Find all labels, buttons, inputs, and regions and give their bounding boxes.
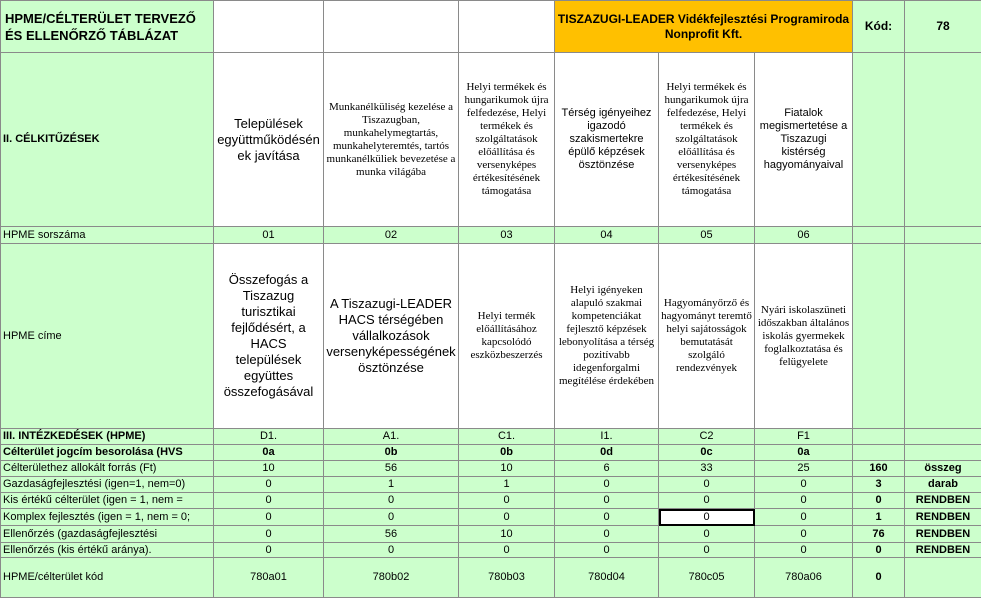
check-economic-cell[interactable]: 0 — [755, 526, 853, 543]
small-value-cell[interactable]: 0 — [755, 493, 853, 509]
measure-cell[interactable]: C2 — [659, 429, 755, 445]
code-cell[interactable]: 780d04 — [555, 558, 659, 598]
row-label-legal-basis[interactable]: Célterület jogcím besorolása (HVS — [1, 445, 214, 461]
complex-cell[interactable]: 0 — [459, 509, 555, 526]
row-label-check-economic[interactable]: Ellenőrzés (gazdaságfejlesztési — [1, 526, 214, 543]
objective-cell[interactable]: Települések együttműködésén ek javítása — [214, 53, 324, 227]
measure-cell[interactable]: I1. — [555, 429, 659, 445]
code-cell[interactable]: 780c05 — [659, 558, 755, 598]
check-small-note[interactable]: RENDBEN — [905, 543, 981, 558]
header-row — [1, 1, 981, 53]
code-value[interactable]: 78 — [905, 1, 981, 53]
funding-note[interactable]: összeg — [905, 461, 981, 477]
complex-cell[interactable]: 0 — [214, 509, 324, 526]
check-small-cell[interactable]: 0 — [459, 543, 555, 558]
serial-cell[interactable]: 03 — [459, 227, 555, 244]
check-small-cell[interactable]: 0 — [755, 543, 853, 558]
table-title[interactable]: HPME/CÉLTERÜLET TERVEZŐ ÉS ELLENŐRZŐ TÁBLÁZAT — [1, 1, 214, 53]
objective-cell[interactable]: Térség igényeihez igazodó szakismertekre épülő képzések ösztönzése — [555, 53, 659, 227]
cell-empty[interactable] — [905, 227, 981, 244]
row-label-complex[interactable]: Komplex fejlesztés (igen = 1, nem = 0; — [1, 509, 214, 526]
code-cell[interactable]: 780a06 — [755, 558, 853, 598]
code-cell[interactable]: 780a01 — [214, 558, 324, 598]
cell-empty[interactable] — [905, 244, 981, 429]
cell-empty[interactable] — [459, 1, 555, 53]
objective-cell[interactable]: Helyi termékek és hungarikumok újra felfedezése, Helyi termékek és szolgáltatások előállítása és versenyképes értékesítésének támogatása — [459, 53, 555, 227]
check-economic-row — [1, 526, 981, 543]
code-row — [1, 558, 981, 598]
serial-cell[interactable]: 02 — [324, 227, 459, 244]
check-economic-total[interactable]: 76 — [853, 526, 905, 543]
economic-cell[interactable]: 0 — [214, 477, 324, 493]
measure-cell[interactable]: F1 — [755, 429, 853, 445]
complex-total[interactable]: 1 — [853, 509, 905, 526]
row-label-economic[interactable]: Gazdaságfejlesztési (igen=1, nem=0) — [1, 477, 214, 493]
cell-empty[interactable] — [853, 53, 905, 227]
code-cell[interactable]: 780b03 — [459, 558, 555, 598]
economic-cell[interactable]: 0 — [555, 477, 659, 493]
objective-cell[interactable]: Fiatalok megismertetése a Tiszazugi kistérség hagyományaival — [755, 53, 853, 227]
check-economic-cell[interactable]: 56 — [324, 526, 459, 543]
row-label-measures[interactable]: III. INTÉZKEDÉSEK (HPME) — [1, 429, 214, 445]
cell-empty[interactable] — [905, 445, 981, 461]
check-economic-cell[interactable]: 0 — [555, 526, 659, 543]
measure-cell[interactable]: D1. — [214, 429, 324, 445]
row-label-funding[interactable]: Célterülethez allokált forrás (Ft) — [1, 461, 214, 477]
economic-row — [1, 477, 981, 493]
organization-name[interactable]: TISZAZUGI-LEADER Vidékfejlesztési Programiroda Nonprofit Kft. — [555, 1, 853, 53]
small-value-cell[interactable]: 0 — [459, 493, 555, 509]
funding-cell[interactable]: 10 — [459, 461, 555, 477]
objective-cell[interactable]: Helyi termékek és hungarikumok újra felfedezése, Helyi termékek és szolgáltatások előállítása és versenyképes értékesítésének támogatása — [659, 53, 755, 227]
cell-empty[interactable] — [853, 445, 905, 461]
funding-cell[interactable]: 33 — [659, 461, 755, 477]
legal-basis-row — [1, 445, 981, 461]
title-cell[interactable]: Nyári iskolaszüneti időszakban általános iskolás gyermekek foglalkoztatása és felügyelete — [755, 244, 853, 429]
cell-empty[interactable] — [853, 429, 905, 445]
title-row — [1, 244, 981, 429]
legal-basis-cell[interactable]: 0b — [324, 445, 459, 461]
complex-cell[interactable]: 0 — [555, 509, 659, 526]
complex-row — [1, 509, 981, 526]
cell-empty[interactable] — [853, 244, 905, 429]
check-small-cell[interactable]: 0 — [324, 543, 459, 558]
funding-cell[interactable]: 25 — [755, 461, 853, 477]
legal-basis-cell[interactable]: 0b — [459, 445, 555, 461]
funding-cell[interactable]: 6 — [555, 461, 659, 477]
serial-cell[interactable]: 05 — [659, 227, 755, 244]
cell-empty[interactable] — [324, 1, 459, 53]
economic-cell[interactable]: 1 — [459, 477, 555, 493]
complex-note[interactable]: RENDBEN — [905, 509, 981, 526]
title-cell[interactable]: Összefogás a Tiszazug turisztikai fejlődésért, a HACS települések együttes összefogásával — [214, 244, 324, 429]
economic-cell[interactable]: 0 — [755, 477, 853, 493]
title-cell[interactable]: A Tiszazugi-LEADER HACS térségében vállalkozások versenyképességének ösztönzése — [324, 244, 459, 429]
row-label-serial[interactable]: HPME sorszáma — [1, 227, 214, 244]
legal-basis-cell[interactable]: 0a — [755, 445, 853, 461]
code-total[interactable]: 0 — [853, 558, 905, 598]
check-small-cell[interactable]: 0 — [555, 543, 659, 558]
funding-cell[interactable]: 10 — [214, 461, 324, 477]
code-label[interactable]: Kód: — [853, 1, 905, 53]
row-label-code[interactable]: HPME/célterület kód — [1, 558, 214, 598]
small-value-row — [1, 493, 981, 509]
complex-cell[interactable]: 0 — [755, 509, 853, 526]
code-cell[interactable]: 780b02 — [324, 558, 459, 598]
objective-cell[interactable]: Munkanélküliség kezelése a Tiszazugban, munkahelymegtartás, munkahelyteremtés, tartós munkanélküliek bevezetése a munka világába — [324, 53, 459, 227]
funding-total[interactable]: 160 — [853, 461, 905, 477]
cell-empty[interactable] — [905, 429, 981, 445]
serial-cell[interactable]: 01 — [214, 227, 324, 244]
cell-empty[interactable] — [853, 227, 905, 244]
complex-cell[interactable]: 0 — [324, 509, 459, 526]
small-value-total[interactable]: 0 — [853, 493, 905, 509]
title-cell[interactable]: Hagyományőrző és hagyományt teremtő helyi sajátosságok bemutatását szolgáló rendezvények — [659, 244, 755, 429]
check-economic-cell[interactable]: 10 — [459, 526, 555, 543]
check-small-total[interactable]: 0 — [853, 543, 905, 558]
legal-basis-cell[interactable]: 0d — [555, 445, 659, 461]
small-value-note[interactable]: RENDBEN — [905, 493, 981, 509]
check-small-row — [1, 543, 981, 558]
row-label-title[interactable]: HPME címe — [1, 244, 214, 429]
check-economic-cell[interactable]: 0 — [659, 526, 755, 543]
cell-empty[interactable] — [905, 558, 981, 598]
check-economic-note[interactable]: RENDBEN — [905, 526, 981, 543]
economic-total[interactable]: 3 — [853, 477, 905, 493]
serial-cell[interactable]: 06 — [755, 227, 853, 244]
serial-row — [1, 227, 981, 244]
row-label-small-value[interactable]: Kis értékű célterület (igen = 1, nem = — [1, 493, 214, 509]
objectives-row — [1, 53, 981, 227]
legal-basis-cell[interactable]: 0c — [659, 445, 755, 461]
check-small-cell[interactable]: 0 — [659, 543, 755, 558]
small-value-cell[interactable]: 0 — [214, 493, 324, 509]
economic-cell[interactable]: 0 — [659, 477, 755, 493]
check-small-cell[interactable]: 0 — [214, 543, 324, 558]
small-value-cell[interactable]: 0 — [324, 493, 459, 509]
measure-cell[interactable]: C1. — [459, 429, 555, 445]
title-cell[interactable]: Helyi igényeken alapuló szakmai kompetenciákat fejlesztő képzések lebonyolítása a térség pozitívabb idegenforgalmi megítélése érdekében — [555, 244, 659, 429]
check-economic-cell[interactable]: 0 — [214, 526, 324, 543]
small-value-cell[interactable]: 0 — [659, 493, 755, 509]
economic-note[interactable]: darab — [905, 477, 981, 493]
economic-cell[interactable]: 1 — [324, 477, 459, 493]
serial-cell[interactable]: 04 — [555, 227, 659, 244]
cell-empty[interactable] — [905, 53, 981, 227]
title-cell[interactable]: Helyi termék előállításához kapcsolódó eszközbeszerzés — [459, 244, 555, 429]
measure-cell[interactable]: A1. — [324, 429, 459, 445]
legal-basis-cell[interactable]: 0a — [214, 445, 324, 461]
measures-row — [1, 429, 981, 445]
funding-row — [1, 461, 981, 477]
row-label-objectives[interactable]: II. CÉLKITŰZÉSEK — [1, 53, 214, 227]
cell-empty[interactable] — [214, 1, 324, 53]
row-label-check-small[interactable]: Ellenőrzés (kis értékű aránya). — [1, 543, 214, 558]
selected-cell[interactable]: 0 — [659, 509, 755, 526]
funding-cell[interactable]: 56 — [324, 461, 459, 477]
small-value-cell[interactable]: 0 — [555, 493, 659, 509]
